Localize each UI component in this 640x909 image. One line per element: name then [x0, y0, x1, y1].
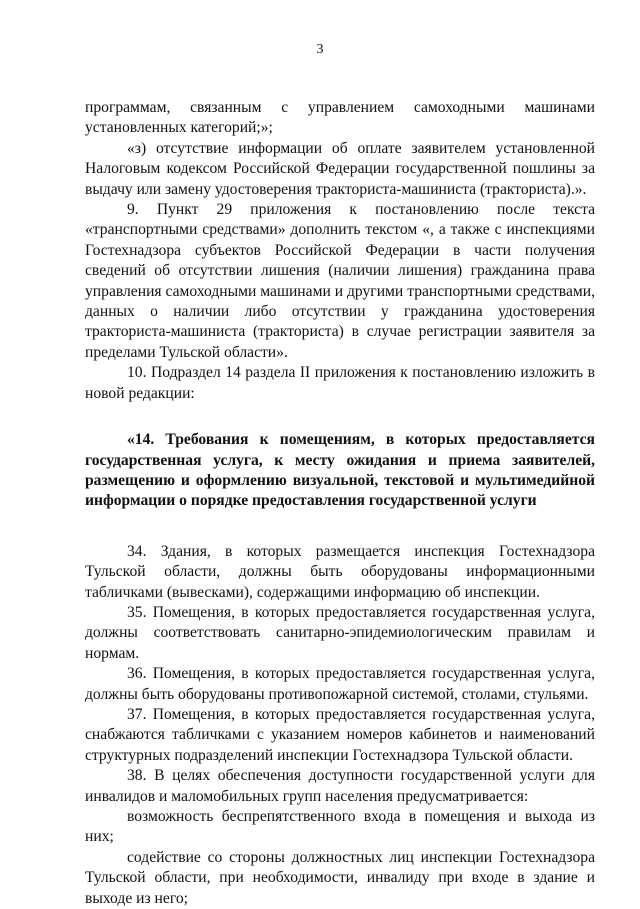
paragraph-10: 10. Подраздел 14 раздела II приложения к постановлению изложить в новой редакции: — [85, 364, 595, 402]
page-number: 3 — [316, 42, 324, 57]
spacer — [85, 512, 595, 542]
spacer — [85, 404, 595, 430]
paragraph-38: 38. В целях обеспечения доступности государственной услуги для инвалидов и маломобильных групп населения предусматривается: — [85, 767, 595, 805]
paragraph-35: 35. Помещения, в которых предоставляется государственная услуга, должны соответствовать санитарно-эпидемиологическим правилам и нормам. — [85, 603, 595, 662]
list-item: возможность беспрепятственного входа в помещения и выхода из них; — [85, 808, 595, 846]
list-item: содействие со стороны должностных лиц инспекции Гостехнадзора Тульской области, при необходимости, инвалиду при входе в здание и выходе из него; — [85, 848, 595, 907]
paragraph-34: 34. Здания, в которых размещается инспекция Гостехнадзора Тульской области, должны быть оборудованы информационными табличками (вывесками), содержащими информацию об инспекции. — [85, 542, 595, 601]
document-body — [85, 98, 595, 909]
paragraph-z: «з) отсутствие информации об оплате заявителем установленной Налоговым кодексом Российской Федерации государственной пошлины за выдачу или замену удостоверения тракториста-машиниста (тракториста).». — [85, 139, 595, 198]
paragraph-continuation: программам, связанным с управлением самоходными машинами установленных категорий;»; — [85, 99, 595, 137]
paragraph-36: 36. Помещения, в которых предоставляется государственная услуга, должны быть оборудованы противопожарной системой, столами, стульями. — [85, 665, 595, 703]
paragraph-9: 9. Пункт 29 приложения к постановлению после текста «транспортными средствами» дополнить текстом «, а также с инспекциями Гостехнадзора субъектов Российской Федерации в части получения сведений об отсутствии лишения (наличии лишения) гражданина права управления самоходными машинами и другими транспортными средствами, данных о наличии либо отсутствии у гражданина удостоверения тракториста-машиниста (тракториста) в случае регистрации заявителя за пределами Тульской области». — [85, 201, 595, 361]
paragraph-37: 37. Помещения, в которых предоставляется государственная услуга, снабжаются табличками с указанием номеров кабинетов и наименований структурных подразделений инспекции Гостехнадзора Тульской области. — [85, 705, 595, 764]
section-heading-14: «14. Требования к помещениям, в которых предоставляется государственная услуга, к месту ожидания и приема заявителей, размещению и оформлению визуальной, текстовой и мультимедийной информации о порядке предоставления государственной услуги — [85, 431, 595, 510]
